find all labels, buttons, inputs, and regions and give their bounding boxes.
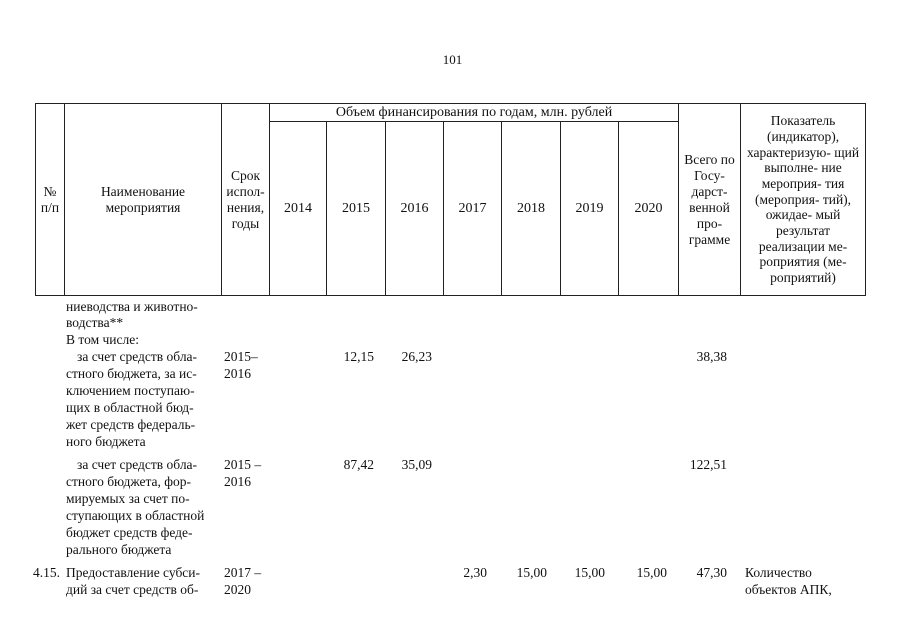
row-name-line: ниеводства и животно- xyxy=(66,299,198,314)
row-name-line: водства** xyxy=(66,315,124,330)
header-year: 2015 xyxy=(327,122,386,296)
header-year: 2019 xyxy=(561,122,619,296)
value-total: 38,38 xyxy=(696,349,727,364)
row-name-line: за счет средств обла- xyxy=(77,349,198,364)
value-2016: 26,23 xyxy=(401,349,432,364)
page-number: 101 xyxy=(442,52,463,67)
row-name-line: рального бюджета xyxy=(66,542,172,557)
row-name-line: жет средств федераль- xyxy=(66,417,196,432)
row-name-line: щих в областной бюд- xyxy=(66,400,194,415)
row-number: 4.15. xyxy=(33,565,60,580)
value-2015: 87,42 xyxy=(343,457,374,472)
header-year: 2017 xyxy=(444,122,502,296)
row-indicator-line: объектов АПК, xyxy=(745,582,832,597)
header-term: Срок испол- нения, годы xyxy=(222,104,270,296)
row-name-line: за счет средств обла- xyxy=(77,457,198,472)
row-term-line: 2016 xyxy=(224,366,251,381)
row-name-line: В том числе: xyxy=(66,332,139,347)
header-funding-group: Объем финансирования по годам, млн. рублей xyxy=(270,104,679,122)
header-num: № п/п xyxy=(36,104,65,296)
header-total: Всего по Госу- дарст- венной про- грамме xyxy=(679,104,741,296)
row-name-line: стного бюджета, фор- xyxy=(66,474,192,489)
value-2017: 2,30 xyxy=(463,565,487,580)
value-2016: 35,09 xyxy=(401,457,432,472)
table-header xyxy=(35,103,866,296)
row-name-line: Предоставление субси- xyxy=(66,565,201,580)
value-total: 122,51 xyxy=(689,457,727,472)
value-2019: 15,00 xyxy=(574,565,605,580)
row-name-line: ступающих в областной xyxy=(66,508,205,523)
row-name-line: ключением поступаю- xyxy=(66,383,195,398)
row-name-line: бюджет средств феде- xyxy=(66,525,193,540)
header-name: Наименование мероприятия xyxy=(65,104,222,296)
value-2015: 12,15 xyxy=(343,349,374,364)
header-indicator: Показатель (индикатор), характеризую- щий выполне- ние мероприя- тия (мероприя- тий), ожидае- мый результат реализации ме- роприятия (ме- роприятий) xyxy=(741,104,866,296)
row-name-line: мируемых за счет по- xyxy=(66,491,190,506)
row-term-line: 2016 xyxy=(224,474,251,489)
header-year: 2016 xyxy=(386,122,444,296)
value-2018: 15,00 xyxy=(516,565,547,580)
row-term-line: 2017 – xyxy=(224,565,262,580)
row-term-line: 2015 – xyxy=(224,457,262,472)
value-total: 47,30 xyxy=(696,565,727,580)
row-name-line: ного бюджета xyxy=(66,434,146,449)
row-indicator-line: Количество xyxy=(745,565,812,580)
value-2020: 15,00 xyxy=(636,565,667,580)
header-year: 2014 xyxy=(270,122,327,296)
header-year: 2020 xyxy=(619,122,679,296)
row-term-line: 2015– xyxy=(224,349,258,364)
row-name-line: стного бюджета, за ис- xyxy=(66,366,197,381)
row-term-line: 2020 xyxy=(224,582,251,597)
header-year: 2018 xyxy=(502,122,561,296)
row-name-line: дий за счет средств об- xyxy=(66,582,199,597)
